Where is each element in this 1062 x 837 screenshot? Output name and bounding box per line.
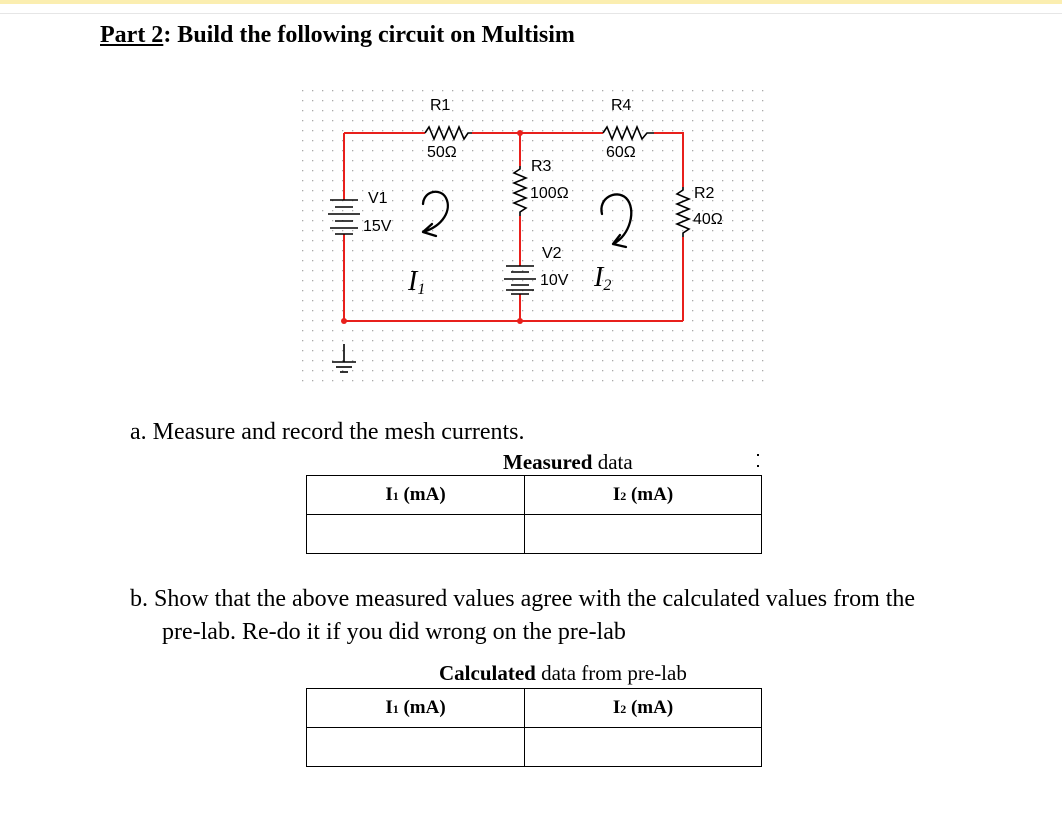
question-a: a. Measure and record the mesh currents. — [130, 419, 525, 445]
mesh2-label: I2 — [594, 262, 612, 294]
question-b-line2: pre-lab. Re-do it if you did wrong on the pre-lab — [162, 619, 626, 645]
i1-calculated-cell[interactable] — [307, 728, 525, 767]
r3-name: R3 — [531, 158, 552, 175]
r3-value: 100Ω — [530, 185, 569, 202]
r4-value: 60Ω — [606, 144, 636, 161]
r1-name: R1 — [430, 97, 451, 114]
r2-value: 40Ω — [693, 211, 723, 228]
measured-table — [306, 475, 762, 554]
top-border — [0, 0, 1062, 4]
v2-name: V2 — [542, 245, 562, 262]
mesh1-label: I1 — [408, 266, 426, 298]
i2-calculated-cell[interactable] — [525, 728, 762, 767]
header-i2: I2 (mA) — [525, 689, 762, 728]
circuit-diagram — [298, 86, 768, 382]
i2-measured-cell[interactable] — [525, 515, 762, 554]
header-i2: I2 (mA) — [525, 476, 762, 515]
table-row — [307, 728, 762, 767]
r4-name: R4 — [611, 97, 632, 114]
calculated-table — [306, 688, 762, 767]
page-title — [100, 22, 575, 49]
table-header-row — [307, 689, 762, 728]
header-i1: I1 (mA) — [307, 476, 525, 515]
part-label: Part 2 — [100, 22, 164, 48]
r1-value: 50Ω — [427, 144, 457, 161]
table-header-row — [307, 476, 762, 515]
question-b-line1: b. Show that the above measured values agree with the calculated values from the — [130, 586, 916, 612]
header-i1: I1 (mA) — [307, 689, 525, 728]
caption-measured: Measured data — [503, 450, 633, 474]
v1-value: 15V — [363, 218, 392, 235]
stray-dots — [757, 451, 760, 469]
v2-value: 10V — [540, 272, 569, 289]
top-rule — [0, 13, 1062, 14]
table-row — [307, 515, 762, 554]
title-text: : Build the following circuit on Multisim — [163, 22, 575, 48]
i1-measured-cell[interactable] — [307, 515, 525, 554]
caption-calculated: Calculated data from pre-lab — [439, 661, 687, 685]
v1-name: V1 — [368, 190, 388, 207]
r2-name: R2 — [694, 185, 715, 202]
